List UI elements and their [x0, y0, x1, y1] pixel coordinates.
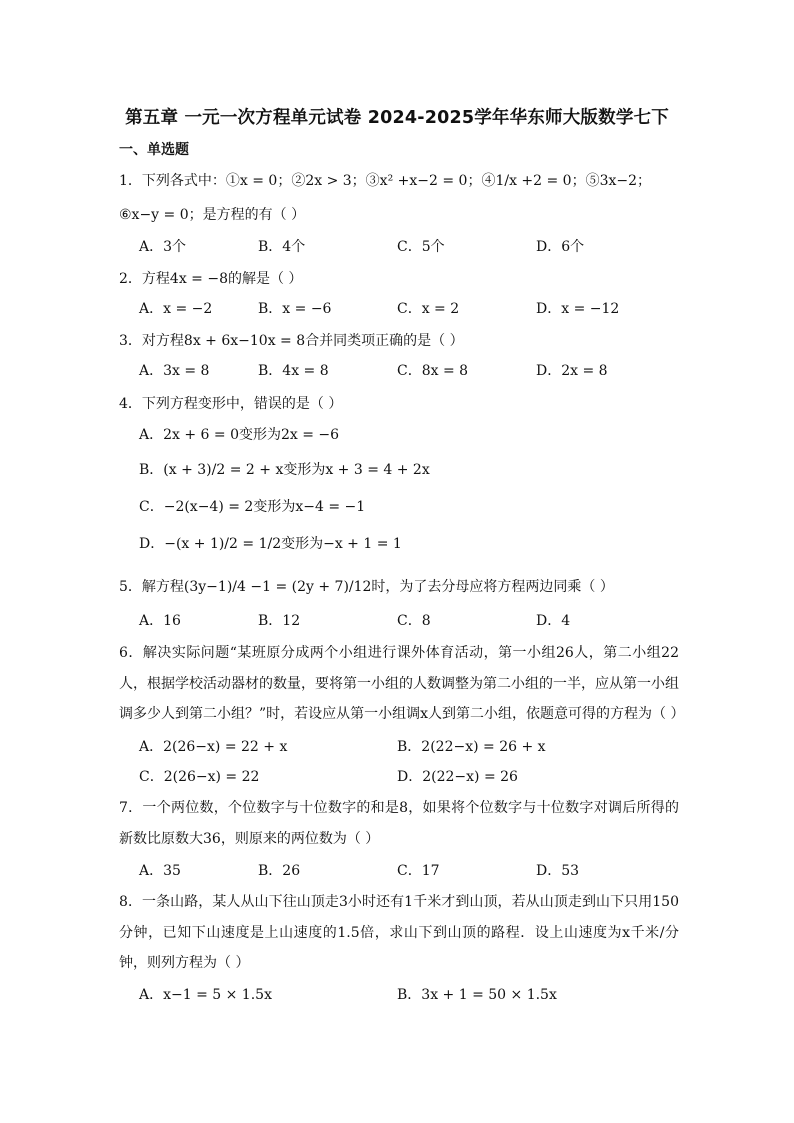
question-1-option-c: C．5个 [397, 239, 445, 255]
question-1-option-a: A．3个 [139, 239, 187, 255]
question-2-option-d: D．x = −12 [536, 301, 620, 317]
question-3-stem: 3．对方程8x + 6x−10x = 8合并同类项正确的是（ ） [119, 333, 464, 349]
question-1-line-1: 1．下列各式中：①x = 0；②2x > 3；③x² +x−2 = 0；④1/x +2 = 0；⑤3x−2； [119, 173, 652, 189]
question-6-option-a: A．2(26−x) = 22 + x [139, 739, 288, 755]
question-5-stem: 5．解方程(3y−1)/4 −1 = (2y + 7)/12时，为了去分母应将方程两边同乘（ ） [119, 579, 614, 595]
question-7-option-c: C．17 [397, 863, 440, 879]
question-5-option-d: D．4 [536, 613, 571, 629]
question-8-option-a: A．x−1 = 5 × 1.5x [139, 987, 272, 1003]
question-4-option-b: B．(x + 3)/2 = 2 + x变形为x + 3 = 4 + 2x [139, 462, 430, 478]
question-6-option-c: C．2(26−x) = 22 [139, 769, 260, 785]
question-3-option-a: A．3x = 8 [139, 363, 210, 379]
question-2-option-a: A．x = −2 [139, 301, 213, 317]
question-6-option-b: B．2(22−x) = 26 + x [397, 739, 546, 755]
question-6-stem: 6．解决实际问题“某班原分成两个小组进行课外体育活动，第一小组26人，第二小组22人，根据学校活动器材的数量，要将第一小组的人数调整为第二小组的一半，应从第一小组调多少人到第二小组？”时，若设应从第一小组调x人到第二小组，依题意可得的方程为（ ） [119, 645, 685, 722]
question-3-option-d: D．2x = 8 [536, 363, 608, 379]
question-4-option-c: C．−2(x−4) = 2变形为x−4 = −1 [139, 499, 366, 515]
question-2-stem: 2．方程4x = −8的解是（ ） [119, 271, 303, 287]
question-5-option-a: A．16 [139, 613, 181, 629]
question-4-option-a: A．2x + 6 = 0变形为2x = −6 [139, 427, 340, 443]
question-4-option-d: D．−(x + 1)/2 = 1/2变形为−x + 1 = 1 [139, 536, 402, 552]
question-7-option-d: D．53 [536, 863, 580, 879]
section-heading: 一、单选题 [119, 142, 189, 158]
question-1-option-b: B．4个 [258, 239, 306, 255]
question-1-option-d: D．6个 [536, 239, 585, 255]
page-title: 第五章 一元一次方程单元试卷 2024-2025学年华东师大版数学七下 [125, 108, 669, 128]
question-7-stem: 7．一个两位数，个位数字与十位数字的和是8，如果将个位数字与十位数字对调后所得的新数比原数大36，则原来的两位数为（ ） [119, 800, 679, 847]
question-7-option-a: A．35 [139, 863, 181, 879]
question-4-stem: 4．下列方程变形中，错误的是（ ） [119, 396, 343, 412]
question-5-option-b: B．12 [258, 613, 301, 629]
question-3-option-b: B．4x = 8 [258, 363, 329, 379]
question-6-option-d: D．2(22−x) = 26 [397, 769, 518, 785]
question-8-stem: 8．一条山路，某人从山下往山顶走3小时还有1千米才到山顶，若从山顶走到山下只用150分钟，已知下山速度是上山速度的1.5倍，求山下到山顶的路程．设上山速度为x千米/分钟，则列方程为（ ） [119, 894, 679, 971]
question-3-option-c: C．8x = 8 [397, 363, 469, 379]
question-2-option-c: C．x = 2 [397, 301, 460, 317]
question-7-option-b: B．26 [258, 863, 301, 879]
question-2-option-b: B．x = −6 [258, 301, 332, 317]
question-5-option-c: C．8 [397, 613, 431, 629]
question-1-line-2: ⑥x−y = 0；是方程的有（ ） [119, 207, 306, 223]
question-8-option-b: B．3x + 1 = 50 × 1.5x [397, 987, 557, 1003]
